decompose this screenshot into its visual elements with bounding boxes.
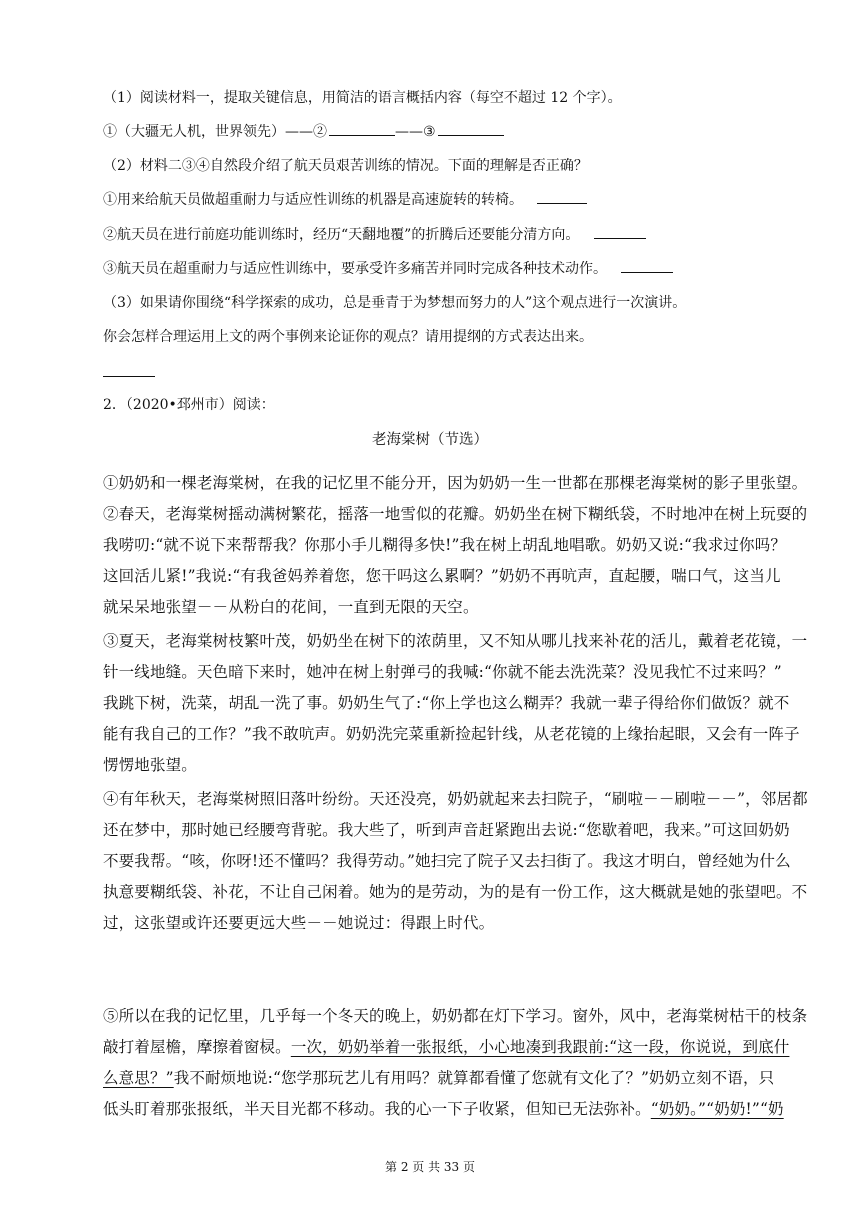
article-line: 愣愣地张望。 [103, 756, 197, 774]
article-line: 我跳下树，洗菜，胡乱一洗了事。奶奶生气了:“你上学也这么糊弄？我就一辈子得给你们做饭？就不 [103, 694, 790, 712]
question-2-heading: 2．（2020•邳州市）阅读： [103, 397, 275, 413]
article-line: 不要我帮。“咳，你呀!还不懂吗？我得劳动。”她扫完了院子又去扫街了。我这才明白，曾经她为什么 [103, 852, 791, 870]
article-text: 低头盯着那张报纸，半天目光都不移动。我的心一下子收紧，但知已无法弥补。 [103, 1100, 651, 1118]
article-text: 我不耐烦地说:“您学那玩艺儿有用吗？就算都看懂了您就有文化了？”奶奶立刻不语，只 [173, 1069, 775, 1087]
answer-blank-2[interactable] [329, 123, 395, 136]
question-1-answer-part-b: ——③ [395, 124, 436, 140]
question-3-prompt-line-2: 你会怎样合理运用上文的两个事例来论证你的观点？请用提纲的方式表达出来。 [103, 329, 593, 345]
page-footer: 第 2 页 共 33 页 [385, 1160, 475, 1174]
article-line: 就呆呆地张望－－从粉白的花间，一直到无限的天空。 [103, 598, 479, 616]
article-line: 能有我自己的工作？”我不敢吭声。奶奶洗完菜重新捡起针线，从老花镜的上缘抬起眼，又会有一阵子 [103, 725, 800, 743]
article-line: ⑤所以在我的记忆里，几乎每一个冬天的晚上，奶奶都在灯下学习。窗外，风中，老海棠树枯干的枝条 [103, 1007, 808, 1025]
answer-blank-item-2[interactable] [594, 226, 646, 239]
article-title: 老海棠树（节选） [372, 432, 488, 448]
article-line: ④有年秋天，老海棠树照旧落叶纷纷。天还没亮，奶奶就起来去扫院子，“刷啦－－刷啦－－”，邻居都 [103, 790, 808, 808]
article-line: 针一线地缝。天色暗下来时，她冲在树上射弹弓的我喊:“你就不能去洗洗菜？没见我忙不过来吗？” [103, 663, 782, 681]
article-line [103, 1036, 790, 1058]
question-1-prompt: （1）阅读材料一，提取关键信息，用简洁的语言概括内容（每空不超过 12 个字）。 [103, 90, 622, 106]
answer-blank-item-3[interactable] [621, 260, 673, 273]
article-line: ①奶奶和一棵老海棠树，在我的记忆里不能分开，因为奶奶一生一世都在那棵老海棠树的影子里张望。 [103, 474, 808, 492]
question-2-item-1 [103, 190, 587, 210]
article-text: 敲打着屋檐，摩擦着窗棂。 [103, 1038, 291, 1056]
article-line: 执意要糊纸袋、补花，不让自己闲着。她为的是劳动，为的是有一份工作，这大概就是她的张望吧。不 [103, 883, 808, 901]
question-2-item-1-text: ①用来给航天员做超重耐力与适应性训练的机器是高速旋转的转椅。 [103, 192, 523, 208]
article-line: 这回活儿紧!”我说:“有我爸妈养着您，您干吗这么累啊？”奶奶不再吭声，直起腰，喘口气，这当儿 [103, 567, 781, 585]
question-2-item-3 [103, 259, 673, 279]
question-1-answer-line [103, 122, 504, 142]
underlined-text: 么意思？” [103, 1069, 174, 1087]
article-line: 过，这张望或许还要更远大些－－她说过：得跟上时代。 [103, 914, 495, 932]
article-line: 还在梦中，那时她已经腰弯背驼。我大些了，听到声音赶紧跑出去说:“您歇着吧，我来。”可这回奶奶 [103, 821, 790, 839]
answer-blank-question-3[interactable] [103, 376, 155, 377]
question-2-prompt: （2）材料二③④自然段介绍了航天员艰苦训练的情况。下面的理解是否正确？ [103, 158, 588, 174]
article-line: ③夏天，老海棠树枝繁叶茂，奶奶坐在树下的浓荫里，又不知从哪儿找来补花的活儿，戴着老花镜，一 [103, 632, 808, 650]
question-3-prompt-line-1: （3）如果请你围绕“科学探索的成功，总是垂青于为梦想而努力的人”这个观点进行一次演讲。 [103, 295, 687, 311]
question-2-item-2 [103, 225, 646, 245]
article-line [103, 1098, 784, 1120]
article-line: ②春天，老海棠树摇动满树繁花，摇落一地雪似的花瓣。奶奶坐在树下糊纸袋，不时地冲在树上玩耍的 [103, 505, 808, 523]
article-line [103, 1067, 775, 1089]
underlined-text: “奶奶。”“奶奶!”“奶 [650, 1100, 784, 1118]
answer-blank-3[interactable] [438, 123, 504, 136]
answer-blank-item-1[interactable] [537, 191, 587, 204]
question-2-item-3-text: ③航天员在超重耐力与适应性训练中，要承受许多痛苦并同时完成各种技术动作。 [103, 261, 607, 277]
question-1-answer-part-a: ①（大疆无人机，世界领先）——② [103, 124, 327, 140]
question-2-item-2-text: ②航天员在进行前庭功能训练时，经历“天翻地覆”的折腾后还要能分清方向。 [103, 227, 580, 243]
underlined-text: 一次，奶奶举着一张报纸，小心地凑到我跟前:“这一段，你说说，到底什 [290, 1038, 790, 1056]
article-line: 我唠叨:“就不说下来帮帮我？你那小手儿糊得多快!”我在树上胡乱地唱歌。奶奶又说:“我求过你吗？ [103, 536, 786, 554]
